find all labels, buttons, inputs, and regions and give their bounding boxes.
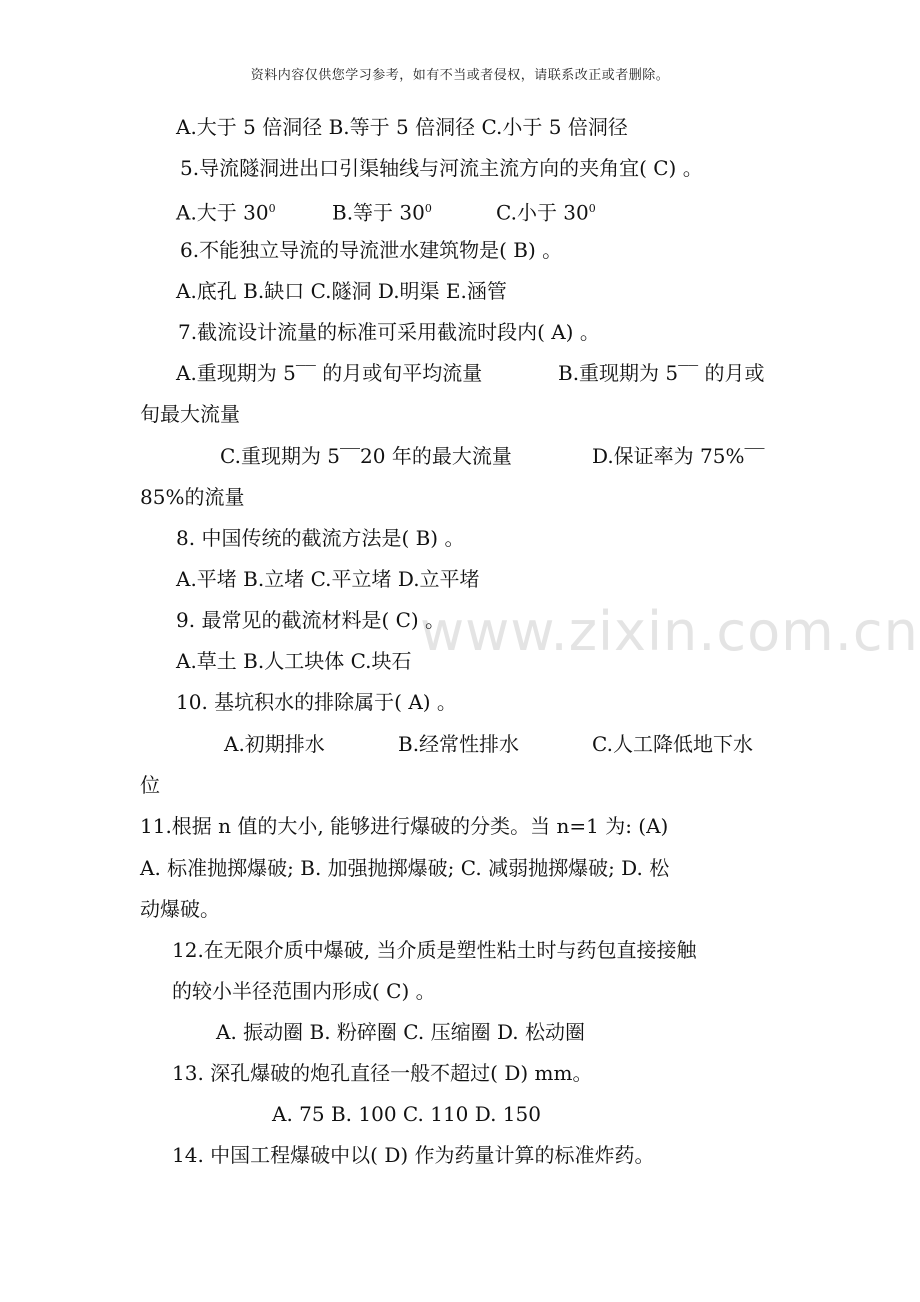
q4-options: A.大于 5 倍洞径 B.等于 5 倍洞径 C.小于 5 倍洞径 (176, 115, 628, 139)
question-5: 5.导流隧洞进出口引渠轴线与河流主流方向的夹角宜( C) 。 (180, 156, 703, 180)
q11-options-cont: 动爆破。 (140, 897, 220, 921)
question-14: 14. 中国工程爆破中以( D) 作为药量计算的标准炸药。 (172, 1143, 655, 1167)
question-10: 10. 基坑积水的排除属于( A) 。 (176, 690, 457, 714)
question-8: 8. 中国传统的截流方法是( B) 。 (176, 526, 465, 550)
watermark: www.zixin.com.cn (420, 600, 919, 663)
q7-option-d: D.保证率为 75%‾‾ (592, 444, 765, 468)
q5-option-b: B.等于 $30^0$ (332, 200, 432, 225)
question-12-cont: 的较小半径范围内形成( C) 。 (172, 979, 436, 1003)
document-header-notice: 资料内容仅供您学习参考，如有不当或者侵权，请联系改正或者删除。 (250, 68, 670, 83)
q8-options: A.平堵 B.立堵 C.平立堵 D.立平堵 (176, 567, 480, 591)
question-7: 7.截流设计流量的标准可采用截流时段内( A) 。 (178, 320, 600, 344)
q10-option-c: C.人工降低地下水 (592, 732, 753, 756)
q7-option-c: C.重现期为 5‾‾20 年的最大流量 (220, 444, 512, 468)
question-11: 11.根据 n 值的大小, 能够进行爆破的分类。当 n=1 为: (A) (140, 814, 669, 838)
q10-option-b: B.经常性排水 (398, 732, 520, 756)
q7-option-b-cont: 旬最大流量 (140, 402, 240, 426)
q10-option-c-cont: 位 (140, 773, 160, 797)
q5-option-a: A.大于 $30^0$ (176, 200, 276, 225)
q11-options: A. 标准抛掷爆破; B. 加强抛掷爆破; C. 减弱抛掷爆破; D. 松 (140, 856, 670, 880)
q13-options: A. 75 B. 100 C. 110 D. 150 (272, 1102, 541, 1126)
question-12: 12.在无限介质中爆破, 当介质是塑性粘土时与药包直接接触 (172, 938, 697, 962)
q7-option-b: B.重现期为 5‾‾ 的月或 (558, 361, 765, 385)
q12-options: A. 振动圈 B. 粉碎圈 C. 压缩圈 D. 松动圈 (216, 1020, 585, 1044)
q10-option-a: A.初期排水 (224, 732, 325, 756)
q5-option-c: C.小于 $30^0$ (496, 200, 596, 225)
q7-option-d-cont: 85%的流量 (140, 485, 245, 509)
q6-options: A.底孔 B.缺口 C.隧洞 D.明渠 E.涵管 (176, 279, 507, 303)
q7-option-a: A.重现期为 5‾‾ 的月或旬平均流量 (176, 361, 483, 385)
question-13: 13. 深孔爆破的炮孔直径一般不超过( D) mm。 (172, 1061, 593, 1085)
question-9: 9. 最常见的截流材料是( C) 。 (176, 608, 446, 632)
q9-options: A.草土 B.人工块体 C.块石 (176, 649, 412, 673)
question-6: 6.不能独立导流的导流泄水建筑物是( B) 。 (180, 238, 563, 262)
